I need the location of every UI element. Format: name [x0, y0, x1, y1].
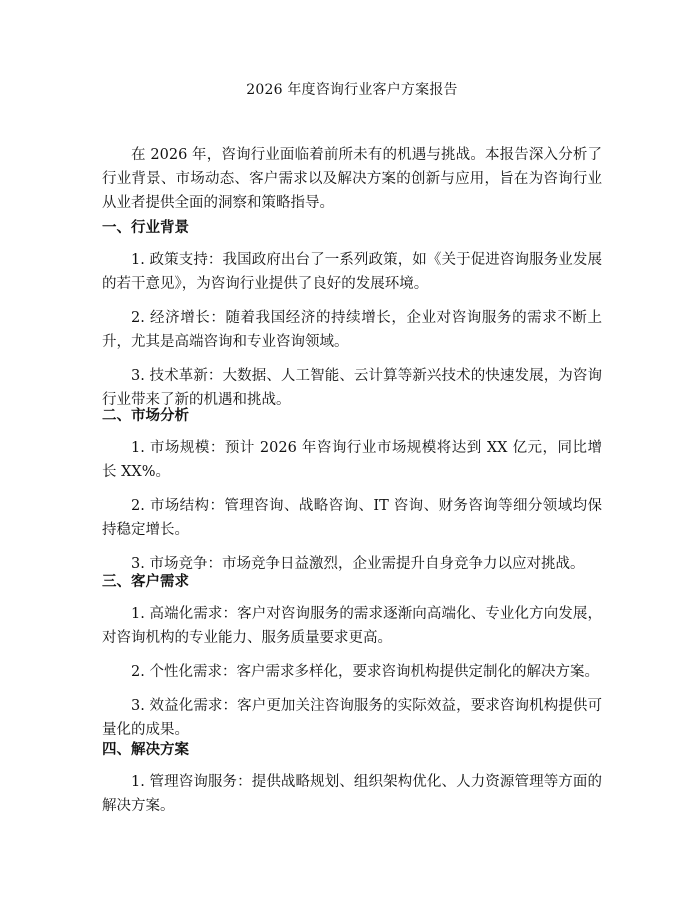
list-item: 1. 管理咨询服务：提供战略规划、组织架构优化、人力资源管理等方面的解决方案。: [102, 774, 602, 814]
list-item: 2. 市场结构：管理咨询、战略咨询、IT 咨询、财务咨询等细分领域均保持稳定增长。: [102, 498, 602, 538]
document-title: 2026 年度咨询行业客户方案报告: [246, 82, 458, 98]
intro-paragraph: 在 2026 年，咨询行业面临着前所未有的机遇与挑战。本报告深入分析了行业背景、市场动态、客户需求以及解决方案的创新与应用，旨在为咨询行业从业者提供全面的洞察和策略指导。: [102, 147, 602, 211]
list-item: 3. 技术革新：大数据、人工智能、云计算等新兴技术的快速发展，为咨询行业带来了新的机遇和挑战。: [102, 368, 602, 408]
list-item: 3. 市场竞争：市场竞争日益激烈，企业需提升自身竞争力以应对挑战。: [131, 556, 585, 572]
section-industry-background: [102, 218, 602, 422]
section-heading: 三、客户需求: [102, 574, 189, 590]
list-item: 1. 市场规模：预计 2026 年咨询行业市场规模将达到 XX 亿元，同比增长 XX%。: [102, 440, 602, 480]
section-heading: 二、市场分析: [102, 408, 189, 424]
section-solutions: [102, 740, 602, 828]
section-heading: 四、解决方案: [102, 742, 189, 758]
list-item: 3. 效益化需求：客户更加关注咨询服务的实际效益，要求咨询机构提供可量化的成果。: [102, 698, 602, 738]
list-item: 1. 高端化需求：客户对咨询服务的需求逐渐向高端化、专业化方向发展，对咨询机构的专业能力、服务质量要求更高。: [102, 606, 602, 646]
section-heading: 一、行业背景: [102, 220, 189, 236]
section-market-analysis: [102, 406, 602, 586]
list-item: 1. 政策支持：我国政府出台了一系列政策，如《关于促进咨询服务业发展的若干意见》，为咨询行业提供了良好的发展环境。: [102, 252, 602, 292]
list-item: 2. 经济增长：随着我国经济的持续增长，企业对咨询服务的需求不断上升，尤其是高端咨询和专业咨询领域。: [102, 310, 602, 350]
section-customer-needs: [102, 572, 602, 752]
list-item: 2. 个性化需求：客户需求多样化，要求咨询机构提供定制化的解决方案。: [131, 664, 599, 680]
